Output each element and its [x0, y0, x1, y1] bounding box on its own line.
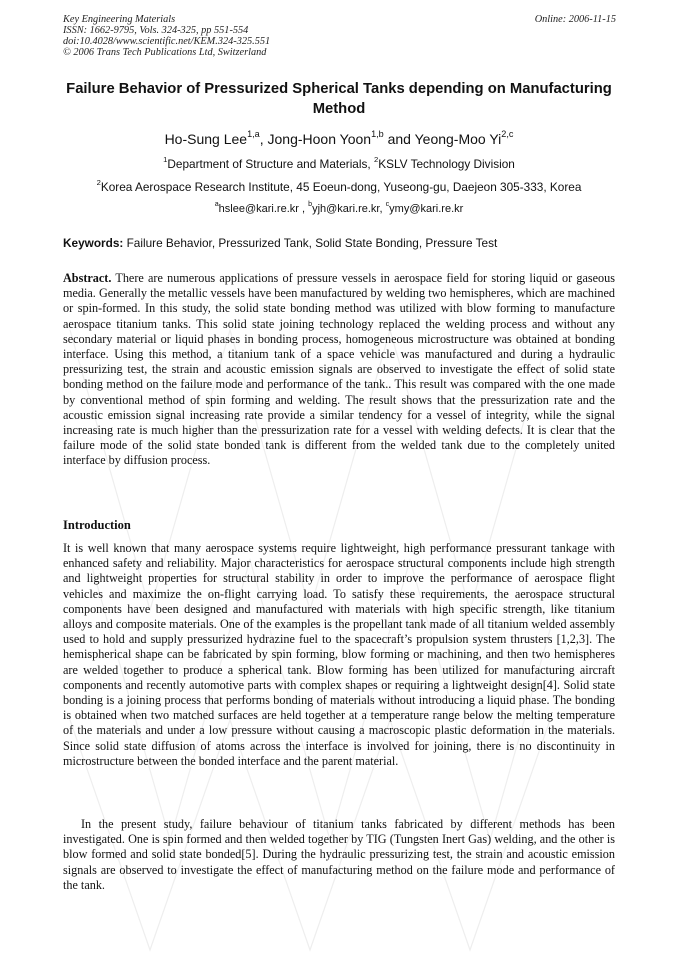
abstract-label: Abstract.: [63, 271, 112, 285]
email-line: [60, 202, 618, 217]
abstract-text: There are numerous applications of pressure vessels in aerospace field for storing liquid or gaseous media. Generally the metallic vessels have been manufactured by welding two hemispheres, which are machined or spin-formed. In this study, the solid state bonding method was utilized with blow forming to manufacture aerospace titanium tanks. This solid state joining technology replaced the welding process and without any secondary material or liquid phases in bonding process, homogeneous microstructure was obtained at bonding interface. Using this method, a titanium tank of a space vehicle was manufactured and during a hydraulic pressurizing test, the strain and acoustic emission signals are observed to investigate the effect of solid state bonding method on the failure mode and performance of the tank.. This result was compared with the one made by conventional method of spin forming and welding. The result shows that the pressurization rate and the acoustic emission signal increasing rate provide a similar tendency for a vessel of integrity, while the signal increasing rate is much higher than the pressurization rate for a vessel with welding defects. It is clear that the failure mode of the solid state bonded tank is different from the welded tank due to the completely united interface by diffusion process.: [63, 271, 615, 468]
author-superscript: 1,b: [371, 128, 384, 139]
author-separator: ,: [259, 131, 268, 147]
affiliation-text: Korea Aerospace Research Institute, 45 Eoeun-dong, Yuseong-gu, Daejeon 305-333, Korea: [100, 180, 582, 194]
copyright-line: © 2006 Trans Tech Publications Ltd, Switzerland: [63, 47, 267, 58]
affiliation-line: [60, 154, 618, 172]
affiliation-superscript: 1: [163, 154, 168, 164]
author-name: Ho-Sung Lee: [164, 131, 248, 147]
affiliation-text: Department of Structure and Materials,: [167, 157, 374, 171]
affiliation-text: KSLV Technology Division: [378, 157, 515, 171]
affiliation-superscript: 2: [373, 154, 379, 164]
email-text: hslee@kari.re.kr ,: [218, 203, 309, 215]
author-list: [63, 130, 615, 148]
doi-line: doi:10.4028/www.scientific.net/KEM.324-325.551: [63, 36, 271, 47]
keywords-label: Keywords:: [63, 236, 124, 250]
affiliation-superscript: 2: [96, 177, 101, 187]
author-superscript: 2,c: [501, 128, 514, 139]
email-text: yjh@kari.re.kr,: [312, 203, 386, 215]
keywords-line: [63, 236, 615, 251]
author-name: Jong-Hoon Yoon: [267, 131, 372, 147]
email-text: ymy@kari.re.kr: [389, 203, 464, 215]
author-name: Yeong-Moo Yi: [414, 131, 502, 147]
abstract-paragraph: [63, 271, 615, 469]
author-separator: and: [383, 131, 415, 147]
online-date: Online: 2006-11-15: [534, 14, 616, 25]
email-superscript: c: [385, 200, 390, 209]
journal-name: Key Engineering Materials: [63, 14, 176, 25]
author-superscript: 1,a: [247, 128, 260, 139]
affiliation-line: [60, 177, 618, 195]
email-superscript: b: [308, 200, 313, 209]
introduction-paragraph: It is well known that many aerospace systems require lightweight, high performance pressurant tankage with enhanced safety and reliability. Major characteristics for aerospace structural components include high strength and lightweight properties for structural stability in order to improve the performance of aerospace flight vehicles and maximize the on-flight carrying load. To satisfy these requirements, the aerospace structural components have been designed and manufactured with materials with high specific strength, like titanium alloys and composite materials. One of the examples is the propellant tank made of all titanium welded assembly used to hold and supply pressurized hydrazine fuel to the spacecraft’s propulsion system thrusters [1,2,3]. The hemispherical shape can be fabricated by spin forming, blow forming or machining, and then two hemispheres are welded together to produce a spherical tank. Blow forming has been utilized for manufacturing aircraft components and recently automotive parts with complex shapes or requiring a lightweight design[4]. Solid state bonding is a joining process that performs bonding of materials without introducing a liquid phase. The bonding is obtained when two matched surfaces are held together at a temperature range below the melting temperature of the materials and under a low pressure without causing a macroscopic plastic deformation in the materials. Since solid state diffusion of atoms across the interface is involved for joining, there is no discontinuity in microstructure between the bonded interface and the parent material.: [63, 541, 615, 768]
paper-title: Failure Behavior of Pressurized Spherical Tanks depending on Manufacturing Method: [66, 81, 612, 117]
journal-header: [63, 14, 616, 58]
issn-line: ISSN: 1662-9795, Vols. 324-325, pp 551-554: [63, 25, 249, 36]
keywords-text: Failure Behavior, Pressurized Tank, Solid State Bonding, Pressure Test: [123, 236, 498, 250]
introduction-heading: Introduction: [63, 518, 131, 532]
introduction-paragraph: In the present study, failure behaviour of titanium tanks fabricated by different methods has been investigated. One is spin formed and then welded together by TIG (Tungsten Inert Gas) welding, and the other is blow formed and solid state bonded[5]. During the hydraulic pressurizing test, the strain and acoustic emission signals are observed to investigate the effect of manufacturing method on the failure mode and performance of the tank.: [63, 817, 615, 892]
email-superscript: a: [214, 200, 219, 209]
